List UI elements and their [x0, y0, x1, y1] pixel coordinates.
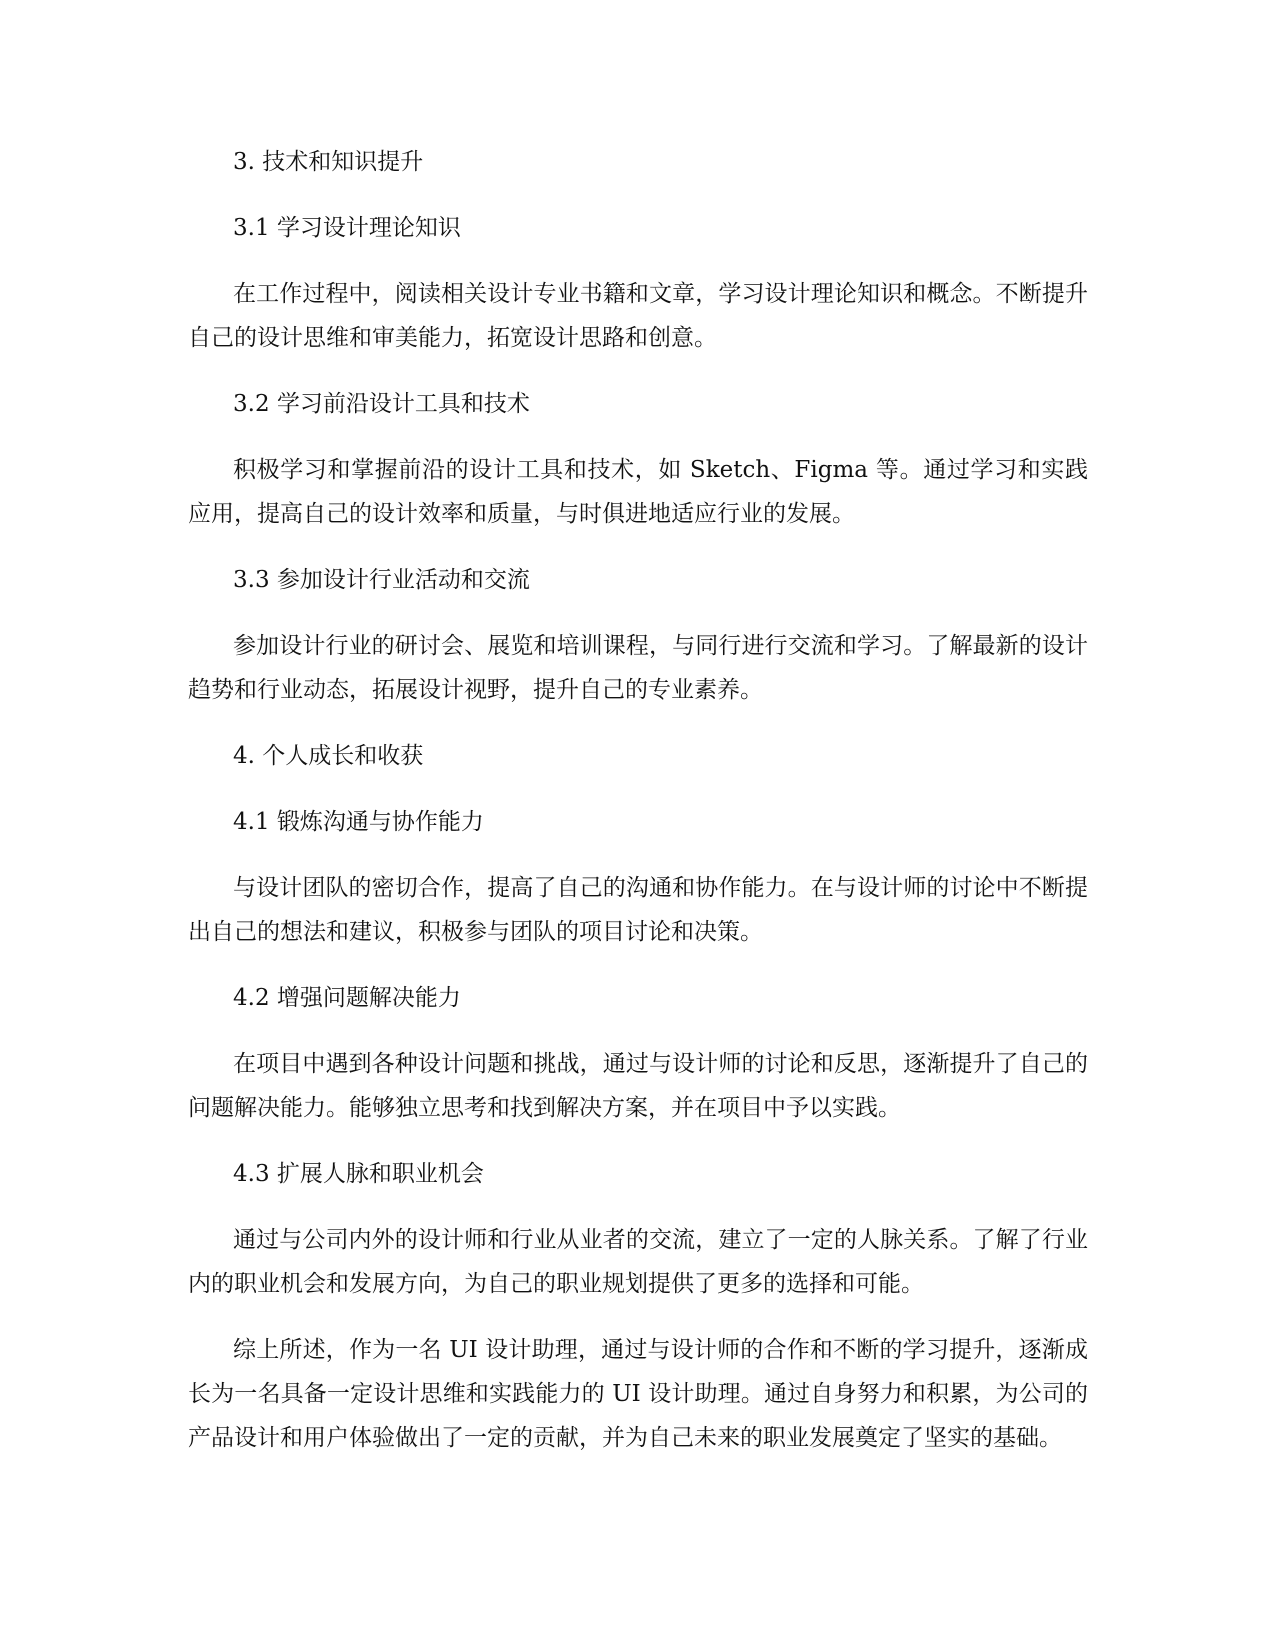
subsection-heading-4-2: 4.2 增强问题解决能力: [233, 985, 461, 1011]
paragraph-3-1: 在工作过程中，阅读相关设计专业书籍和文章，学习设计理论知识和概念。不断提升自己的设计思维和审美能力，拓宽设计思路和创意。: [188, 281, 1088, 351]
subsection-heading-3-1: 3.1 学习设计理论知识: [233, 215, 461, 241]
section-heading-4: 4. 个人成长和收获: [233, 743, 424, 769]
paragraph-conclusion: 综上所述，作为一名 UI 设计助理，通过与设计师的合作和不断的学习提升，逐渐成长为一名具备一定设计思维和实践能力的 UI 设计助理。通过自身努力和积累，为公司的产品设计和用户体验做出了一定的贡献，并为自己未来的职业发展奠定了坚实的基础。: [188, 1337, 1088, 1451]
subsection-heading-3-3: 3.3 参加设计行业活动和交流: [233, 567, 530, 593]
subsection-heading-4-3: 4.3 扩展人脉和职业机会: [233, 1161, 484, 1187]
section-heading-3: 3. 技术和知识提升: [233, 149, 424, 175]
subsection-heading-4-1: 4.1 锻炼沟通与协作能力: [233, 809, 484, 835]
paragraph-4-3: 通过与公司内外的设计师和行业从业者的交流，建立了一定的人脉关系。了解了行业内的职业机会和发展方向，为自己的职业规划提供了更多的选择和可能。: [188, 1227, 1088, 1297]
document-body: [188, 140, 1088, 1482]
paragraph-4-2: 在项目中遇到各种设计问题和挑战，通过与设计师的讨论和反思，逐渐提升了自己的问题解决能力。能够独立思考和找到解决方案，并在项目中予以实践。: [188, 1051, 1088, 1121]
paragraph-4-1: 与设计团队的密切合作，提高了自己的沟通和协作能力。在与设计师的讨论中不断提出自己的想法和建议，积极参与团队的项目讨论和决策。: [188, 875, 1088, 945]
paragraph-3-2: 积极学习和掌握前沿的设计工具和技术，如 Sketch、Figma 等。通过学习和实践应用，提高自己的设计效率和质量，与时俱进地适应行业的发展。: [188, 457, 1088, 527]
subsection-heading-3-2: 3.2 学习前沿设计工具和技术: [233, 391, 530, 417]
paragraph-3-3: 参加设计行业的研讨会、展览和培训课程，与同行进行交流和学习。了解最新的设计趋势和行业动态，拓展设计视野，提升自己的专业素养。: [188, 633, 1088, 703]
